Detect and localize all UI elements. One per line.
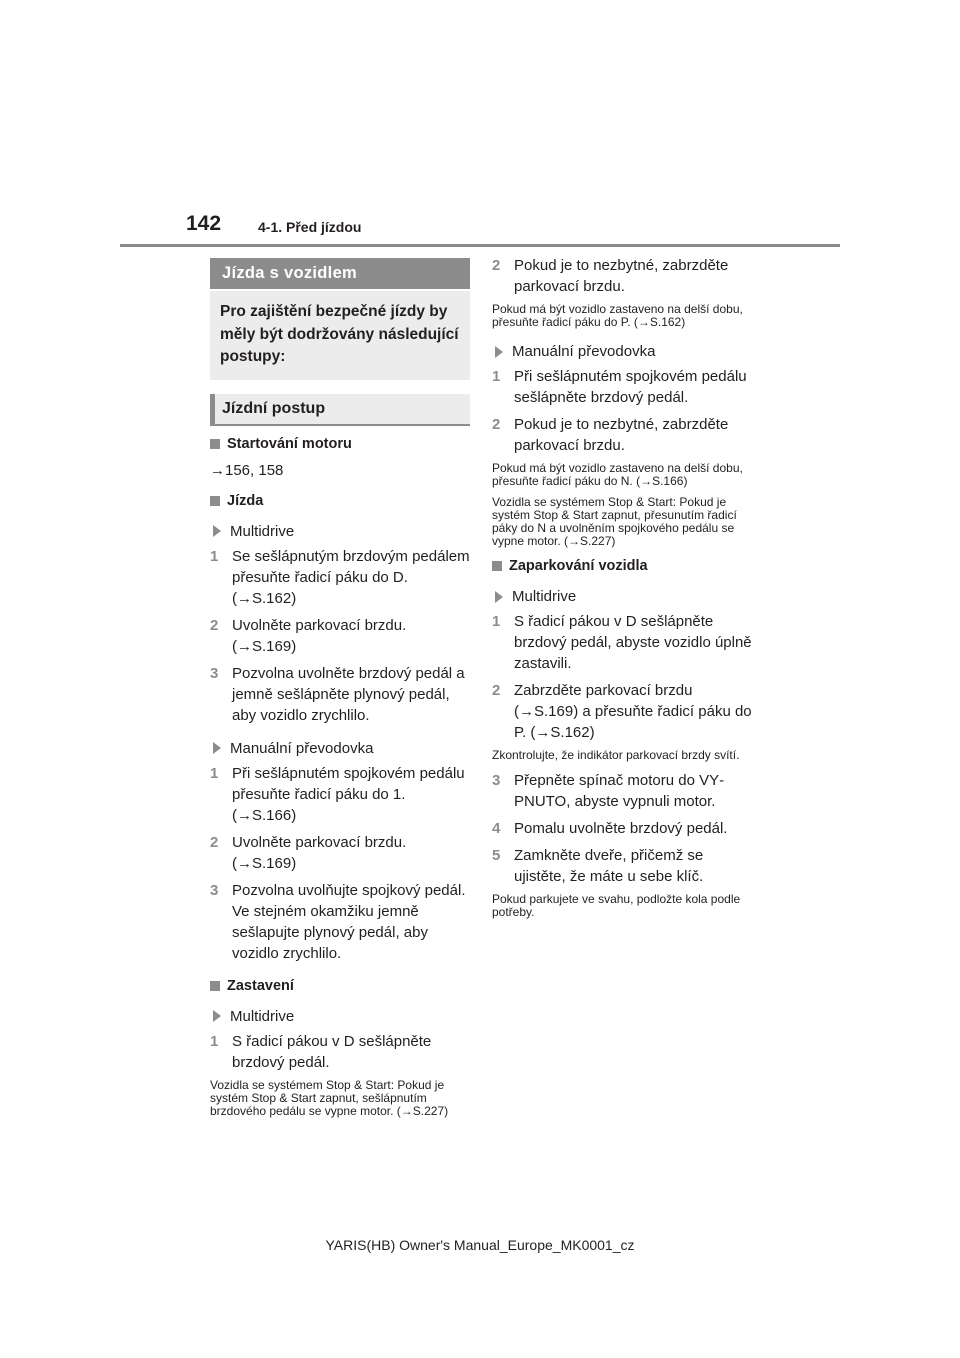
drive-heading: Jízda (210, 493, 470, 509)
intro-box: Pro zajištění bezpečné jízdy by měly být dodržovány následující postupy: (210, 291, 470, 380)
square-bullet-icon (210, 496, 220, 506)
step-item: 2 Zabrzděte parkovací brzdu (→S.169) a přesuňte řadicí páku do P. (→S.162) (492, 682, 752, 741)
note: Pokud má být vozidlo zastaveno na delší dobu, přesuňte řadicí páku do P. (→S.162) (492, 302, 743, 329)
note: Pokud má být vozidlo zastaveno na delší dobu, přesuňte řadicí páku do N. (→S.166) (492, 461, 743, 488)
square-bullet-icon (210, 439, 220, 449)
multidrive-label: Multidrive (210, 1006, 470, 1027)
note: Vozidla se systémem Stop & Start: Pokud je systém Stop & Start zapnut, sešlápnutím brzdového pedálu se vypne motor. (→S.227) (210, 1077, 449, 1118)
note: Vozidla se systémem Stop & Start: Pokud je systém Stop & Start zapnut, přesunutím řadicí páky do N a uvolněním spojkového pedálu se vypne motor. (→S.227) (492, 495, 737, 548)
note: Zkontrolujte, že indikátor parkovací brzdy svítí. (492, 748, 740, 762)
triangle-bullet-icon (213, 525, 221, 537)
stop-heading: Zastavení (210, 978, 470, 994)
step-item: 2 Pokud je to nezbytné, zabrzděte parkovací brzdu. (492, 416, 729, 454)
square-bullet-icon (210, 981, 220, 991)
page-number: 142 (186, 212, 222, 235)
step-item: 1 Při sešlápnutém spojkovém pedálu sešlápněte brzdový pedál. (492, 368, 747, 406)
step-item: 1 Se sešlápnutým brzdovým pedálem přesuňte řadicí páku do D. (→S.162) (210, 547, 470, 607)
triangle-bullet-icon (495, 346, 503, 358)
step-item: 5 Zamkněte dveře, přičemž se ujistěte, že máte u sebe klíč. (492, 847, 704, 885)
triangle-bullet-icon (213, 742, 221, 754)
drive-mt-steps (210, 763, 470, 964)
step-item: 2 Uvolněte parkovací brzdu. (→S.169) (210, 833, 407, 872)
start-ref: →156, 158 (210, 461, 284, 479)
right-column (492, 255, 752, 927)
footer: YARIS(HB) Owner's Manual_Europe_MK0001_cz (325, 1237, 635, 1253)
note: Pokud parkujete ve svahu, podložte kola podle potřeby. (492, 892, 741, 919)
step-item: 3 Pozvolna uvolněte brzdový pedál a jemně sešlápněte plynový pedál, aby vozidlo zrychlilo. (210, 664, 465, 724)
step-item: 1 S řadicí pákou v D sešlápněte brzdový pedál, abyste vozidlo úplně zastavili. (492, 613, 752, 672)
step-item: 2 Uvolněte parkovací brzdu. (→S.169) (210, 616, 407, 655)
triangle-bullet-icon (495, 591, 503, 603)
header-rule (120, 244, 840, 247)
triangle-bullet-icon (213, 1010, 221, 1022)
step-item: 1 Při sešlápnutém spojkovém pedálu přesuňte řadicí páku do 1. (→S.166) (210, 764, 465, 824)
drive-md-steps (210, 546, 470, 726)
start-heading: Startování motoru (210, 436, 470, 452)
step-item: 1 S řadicí pákou v D sešlápněte brzdový pedál. (210, 1032, 432, 1071)
step-item: 2 Pokud je to nezbytné, zabrzděte parkovací brzdu. (492, 257, 729, 295)
left-column (210, 258, 470, 1126)
step-item: 3 Přepněte spínač motoru do VYPNUTO, abyste vypnuli motor. (492, 772, 725, 810)
multidrive-label: Multidrive (210, 521, 470, 542)
manual-label: Manuální převodovka (210, 738, 470, 759)
section-title: 4-1. Před jízdou (258, 219, 362, 235)
main-heading: Jízda s vozidlem (210, 258, 470, 289)
park-heading: Zaparkování vozidla (492, 558, 752, 574)
subheading: Jízdní postup (210, 394, 470, 426)
multidrive-label: Multidrive (492, 586, 752, 607)
square-bullet-icon (492, 561, 502, 571)
manual-label: Manuální převodovka (492, 341, 752, 362)
step-item: 3 Pozvolna uvolňujte spojkový pedál. Ve stejném okamžiku jemně sešlapujte plynový pedál, aby vozidlo zrychlilo. (210, 881, 466, 962)
step-item: 4 Pomalu uvolněte brzdový pedál. (492, 820, 728, 837)
